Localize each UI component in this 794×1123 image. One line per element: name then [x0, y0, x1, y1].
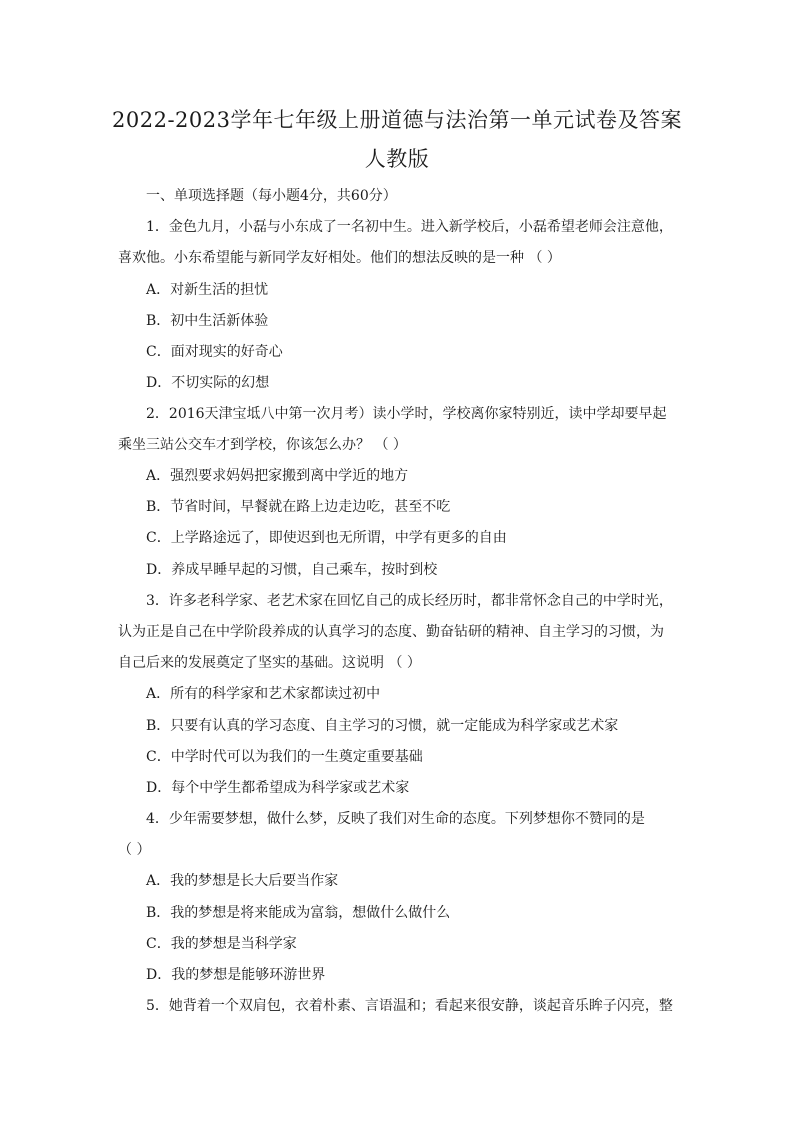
- question-2-option-d: D．养成早睡早起的习惯，自己乘车，按时到校: [146, 562, 438, 578]
- question-2-option-b: B．节省时间，早餐就在路上边走边吃，甚至不吃: [146, 499, 451, 515]
- question-5-line-1: 5．她背着一个双肩包，衣着朴素、言语温和；看起来很安静，谈起音乐眸子闪亮，整: [146, 998, 673, 1014]
- question-3-line-3: 自己后来的发展奠定了坚实的基础。这说明 （ ）: [118, 655, 421, 671]
- question-1-line-2: 喜欢他。小东希望能与新同学友好相处。他们的想法反映的是一种 （ ）: [118, 250, 561, 266]
- document-subtitle: 人教版: [364, 147, 430, 171]
- question-1-option-c: C．面对现实的好奇心: [146, 344, 283, 360]
- question-3-line-2: 认为正是自己在中学阶段养成的认真学习的态度、勤奋钻研的精神、自主学习的习惯，为: [118, 624, 664, 640]
- document-title: 2022-2023学年七年级上册道德与法治第一单元试卷及答案: [112, 108, 682, 132]
- question-4-line-2: （ ）: [118, 842, 151, 858]
- question-2-line-1: 2．2016天津宝坻八中第一次月考）读小学时，学校离你家特别近，读中学却要早起: [146, 406, 667, 422]
- question-4-option-a: A．我的梦想是长大后要当作家: [146, 873, 339, 889]
- question-4-option-d: D．我的梦想是能够环游世界: [146, 967, 326, 983]
- question-3-option-a: A．所有的科学家和艺术家都读过初中: [146, 686, 381, 702]
- question-1-option-a: A．对新生活的担忧: [146, 282, 269, 298]
- question-3-option-d: D．每个中学生都希望成为科学家或艺术家: [146, 780, 410, 796]
- question-2-option-a: A．强烈要求妈妈把家搬到离中学近的地方: [146, 468, 409, 484]
- question-4-line-1: 4．少年需要梦想，做什么梦，反映了我们对生命的态度。下列梦想你不赞同的是: [146, 811, 645, 827]
- question-4-option-b: B．我的梦想是将来能成为富翁，想做什么做什么: [146, 905, 451, 921]
- question-1-option-d: D．不切实际的幻想: [146, 375, 270, 391]
- question-1-line-1: 1．金色九月，小磊与小东成了一名初中生。进入新学校后，小磊希望老师会注意他，: [146, 219, 673, 235]
- question-3-line-1: 3．许多老科学家、老艺术家在回忆自己的成长经历时，都非常怀念自己的中学时光，: [146, 593, 673, 609]
- question-2-option-c: C．上学路途远了，即使迟到也无所谓，中学有更多的自由: [146, 530, 507, 546]
- question-3-option-b: B．只要有认真的学习态度、自主学习的习惯，就一定能成为科学家或艺术家: [146, 718, 619, 734]
- question-3-option-c: C．中学时代可以为我们的一生奠定重要基础: [146, 749, 423, 765]
- question-1-option-b: B．初中生活新体验: [146, 313, 269, 329]
- question-2-line-2: 乘坐三站公交车才到学校，你该怎么办？ （ ）: [118, 437, 407, 453]
- question-4-option-c: C．我的梦想是当科学家: [146, 936, 297, 952]
- section-heading: 一、单项选择题（每小题4分，共60分）: [146, 188, 397, 204]
